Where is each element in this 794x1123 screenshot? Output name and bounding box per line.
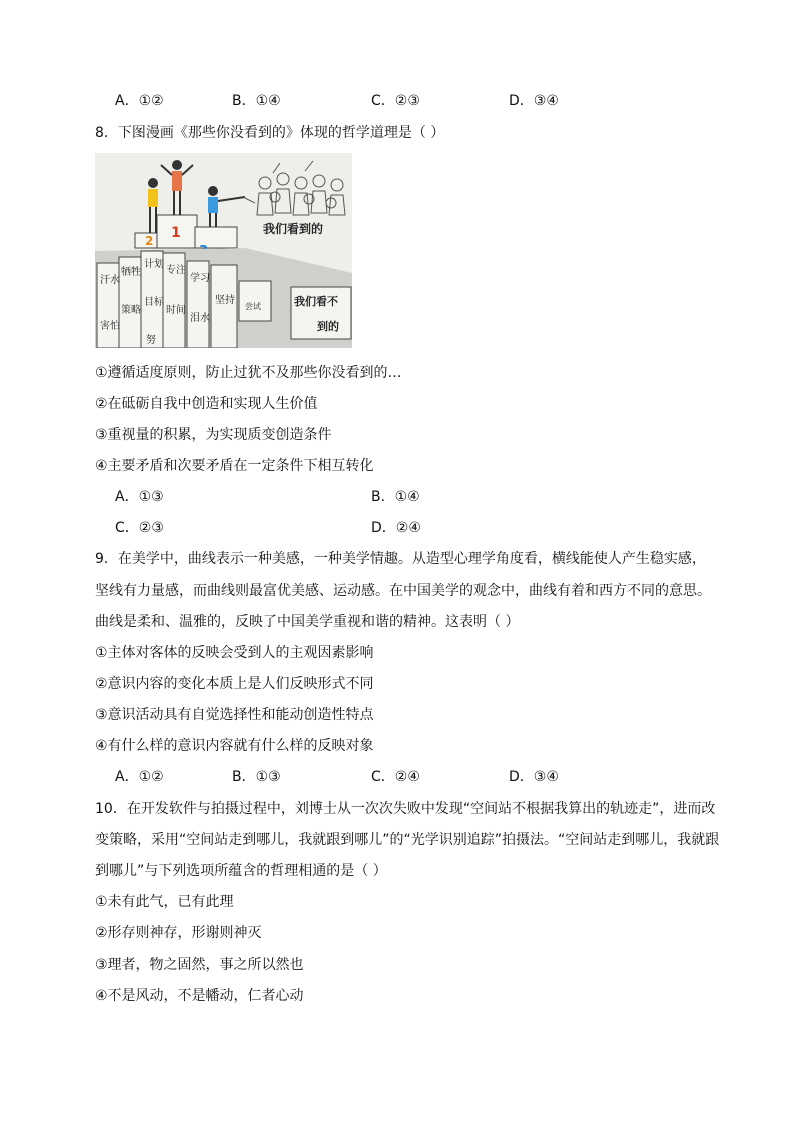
brick-1: 汗水 <box>100 275 120 286</box>
q9-option-a: A．①② <box>115 769 164 785</box>
q9-option-d: D．③④ <box>509 769 559 785</box>
q8-option-b: B．①④ <box>371 489 420 505</box>
brick-10: 学习 <box>190 273 210 284</box>
q7-option-d: D．③④ <box>509 93 559 109</box>
q9-statement-2: ②意识内容的变化本质上是人们反映形式不同 <box>95 676 374 692</box>
caption-not-seen-1: 我们看不 <box>294 295 338 308</box>
q10-stem-line-3: 到哪儿”与下列选项所蕴含的哲理相通的是（ ） <box>95 863 387 879</box>
q8-statement-3: ③重视量的积累，为实现质变创造条件 <box>95 427 332 443</box>
brick-9: 时间 <box>166 305 186 316</box>
caption-we-see: 我们看到的 <box>263 222 324 236</box>
brick-13: 尝试 <box>245 302 261 311</box>
q9-statement-3: ③意识活动具有自觉选择性和能动创造性特点 <box>95 707 374 723</box>
q8-option-c: C．②③ <box>115 520 164 536</box>
q8-statement-4: ④主要矛盾和次要矛盾在一定条件下相互转化 <box>95 458 374 474</box>
q9-statement-1: ①主体对客体的反映会受到人的主观因素影响 <box>95 645 374 661</box>
brick-6: 目标 <box>144 297 164 308</box>
q9-option-b: B．①③ <box>232 769 281 785</box>
q9-stem-line-1: 9．在美学中，曲线表示一种美感，一种美学情趣。从造型心理学角度看，横线能使人产生稳实感， <box>95 551 706 567</box>
q7-option-a: A．①② <box>115 93 164 109</box>
q9-stem-line-2: 坚线有力量感，而曲线则最富优美感、运动感。在中国美学的观念中，曲线有着和西方不同的意思。 <box>95 583 711 599</box>
q7-option-c: C．②③ <box>371 93 420 109</box>
caption-not-seen-2: 到的 <box>317 320 339 333</box>
q9-stem-line-3: 曲线是柔和、温雅的，反映了中国美学重视和谐的精神。这表明（ ） <box>95 614 520 630</box>
brick-8: 专注 <box>166 265 186 276</box>
brick-3: 牺牲 <box>121 267 141 278</box>
q10-stem-line-1: 10．在开发软件与拍摄过程中，刘博士从一次次失败中发现“空间站不根据我算出的轨迹走”，进而改 <box>95 801 716 817</box>
q10-statement-4: ④不是风动，不是幡动，仁者心动 <box>95 988 304 1004</box>
q8-cartoon-image <box>95 153 352 348</box>
q10-stem-line-2: 变策略，采用“空间站走到哪儿，我就跟到哪儿”的“光学识别追踪”拍摄法。“空间站走到哪儿，我就跟 <box>95 832 720 848</box>
q8-option-d: D．②④ <box>371 520 421 536</box>
brick-11: 泪水 <box>190 313 210 324</box>
q7-option-b: B．①④ <box>232 93 281 109</box>
q8-stem: 8．下图漫画《那些你没看到的》体现的哲学道理是（ ） <box>95 125 445 141</box>
q9-option-c: C．②④ <box>371 769 420 785</box>
q8-statement-2: ②在砥砺自我中创造和实现人生价值 <box>95 396 318 412</box>
podium-2: 2 <box>145 234 154 248</box>
q8-option-a: A．①③ <box>115 489 164 505</box>
q9-statement-4: ④有什么样的意识内容就有什么样的反映对象 <box>95 738 374 754</box>
brick-2: 害怕 <box>100 321 120 332</box>
q10-statement-2: ②形存则神存，形谢则神灭 <box>95 925 262 941</box>
q10-statement-1: ①未有此气，已有此理 <box>95 894 234 910</box>
q8-statement-1: ①遵循适度原则，防止过犹不及那些你没看到的… <box>95 365 402 381</box>
q10-statement-3: ③理者，物之固然，事之所以然也 <box>95 957 304 973</box>
brick-12: 坚持 <box>215 295 235 306</box>
brick-5: 计划 <box>144 259 164 270</box>
podium-1: 1 <box>171 225 181 241</box>
brick-7: 努 <box>146 335 156 346</box>
brick-4: 策略 <box>121 305 141 316</box>
